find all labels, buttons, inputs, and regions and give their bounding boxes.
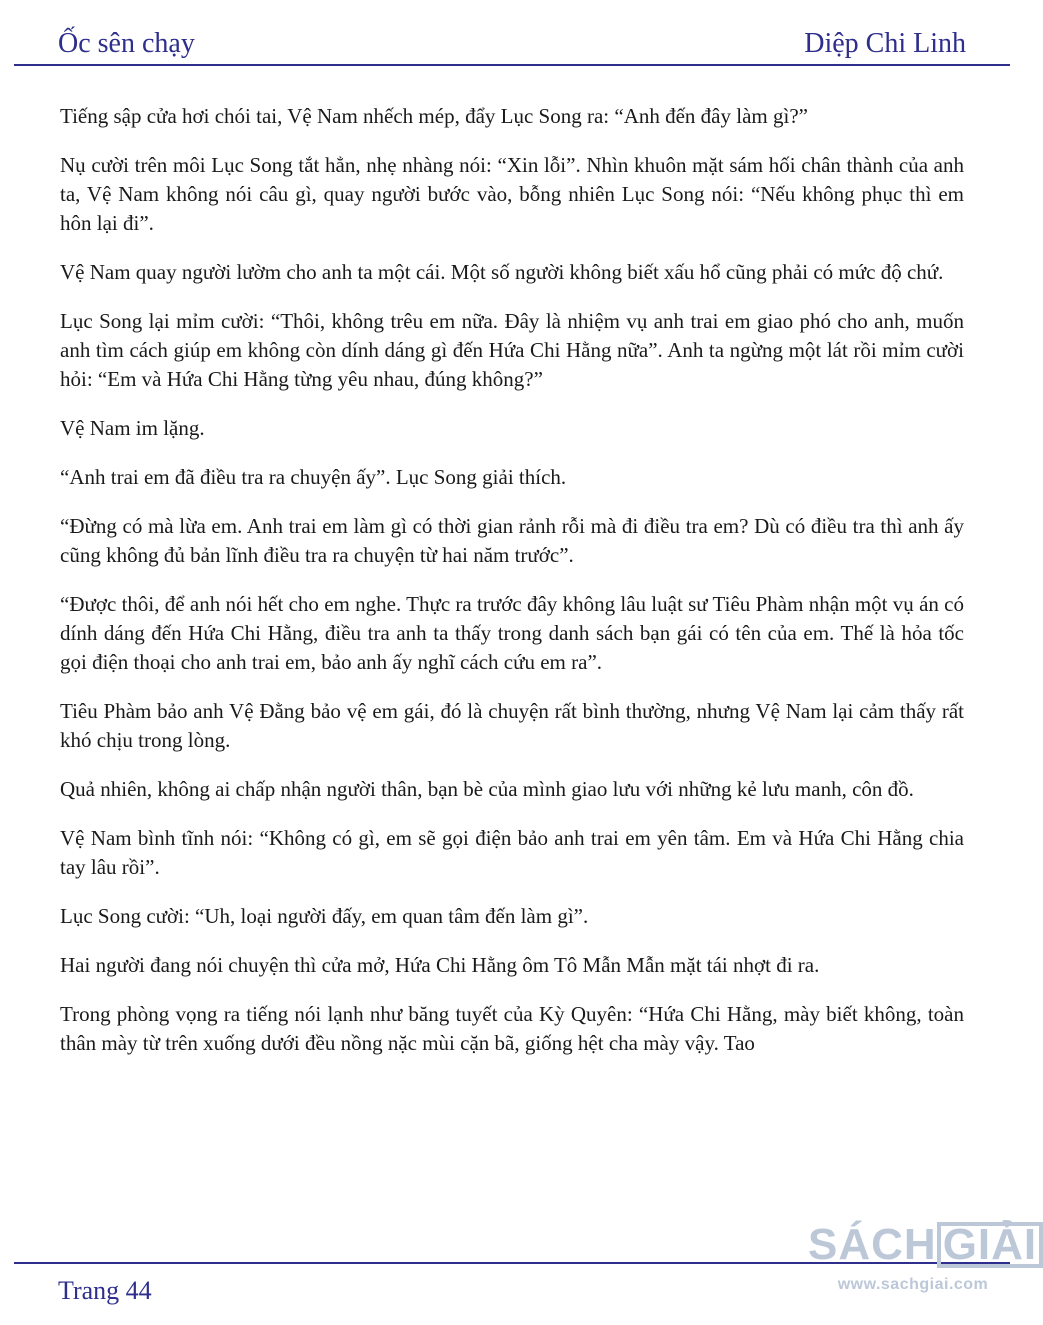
paragraph: Quả nhiên, không ai chấp nhận người thân, bạn bè của mình giao lưu với những kẻ lưu manh, côn đồ. <box>60 777 914 801</box>
paragraph: Hai người đang nói chuyện thì cửa mở, Hứa Chi Hằng ôm Tô Mẫn Mẫn mặt tái nhợt đi ra. <box>60 953 820 977</box>
paragraph: Vệ Nam quay người lườm cho anh ta một cái. Một số người không biết xấu hổ cũng phải có mức độ chứ. <box>60 260 944 284</box>
paragraph: Trong phòng vọng ra tiếng nói lạnh như băng tuyết của Kỳ Quyên: “Hứa Chi Hằng, mày biết không, toàn thân mày từ trên xuống dưới đều nồng nặc mùi cặn bã, giống hệt cha mày vậy. Tao <box>60 1002 964 1055</box>
watermark-logo-part2: GIẢI <box>937 1222 1043 1268</box>
book-title: Ốc sên chạy <box>58 28 195 59</box>
watermark-logo-part1: SÁCH <box>808 1220 937 1269</box>
author-name: Diệp Chi Linh <box>804 28 966 59</box>
paragraph: Nụ cười trên môi Lục Song tắt hẳn, nhẹ nhàng nói: “Xin lỗi”. Nhìn khuôn mặt sám hối chân thành của anh ta, Vệ Nam không nói câu gì, quay người bước vào, bỗng nhiên Lục Song nói: “Nếu không phục thì em hôn lại đi”. <box>60 153 964 235</box>
paragraph: Lục Song lại mỉm cười: “Thôi, không trêu em nữa. Đây là nhiệm vụ anh trai em giao phó cho anh, muốn anh tìm cách giúp em không còn dính dáng gì đến Hứa Chi Hằng nữa”. Anh ta ngừng một lát rồi mỉm cười hỏi: “Em và Hứa Chi Hằng từng yêu nhau, đúng không?” <box>60 309 964 391</box>
paragraph: “Đừng có mà lừa em. Anh trai em làm gì có thời gian rảnh rỗi mà đi điều tra em? Dù có điều tra thì anh ấy cũng không đủ bản lĩnh điều tra ra chuyện từ hai năm trước”. <box>60 514 964 567</box>
paragraph: Tiêu Phàm bảo anh Vệ Đằng bảo vệ em gái, đó là chuyện rất bình thường, nhưng Vệ Nam lại cảm thấy rất khó chịu trong lòng. <box>60 699 964 752</box>
paragraph: Tiếng sập cửa hơi chói tai, Vệ Nam nhếch mép, đẩy Lục Song ra: “Anh đến đây làm gì?” <box>60 104 808 128</box>
page-number: Trang 44 <box>58 1276 152 1305</box>
page-header <box>58 24 966 64</box>
paragraph: Vệ Nam im lặng. <box>60 416 205 440</box>
page-body <box>60 102 964 1078</box>
paragraph: “Được thôi, để anh nói hết cho em nghe. Thực ra trước đây không lâu luật sư Tiêu Phàm nhận một vụ án có dính dáng đến Hứa Chi Hằng, điều tra anh ta thấy trong danh sách bạn gái có tên của em. Thế là hỏa tốc gọi điện thoại cho anh trai em, bảo anh ấy nghĩ cách cứu em ra”. <box>60 592 964 674</box>
header-divider <box>14 64 1010 66</box>
paragraph: “Anh trai em đã điều tra ra chuyện ấy”. Lục Song giải thích. <box>60 465 567 489</box>
watermark-logo-text <box>808 1220 1038 1269</box>
paragraph: Lục Song cười: “Uh, loại người đấy, em quan tâm đến làm gì”. <box>60 904 589 928</box>
watermark-url: www.sachgiai.com <box>837 1276 989 1293</box>
paragraph: Vệ Nam bình tĩnh nói: “Không có gì, em sẽ gọi điện bảo anh trai em yên tâm. Em và Hứa Chi Hằng chia tay lâu rồi”. <box>60 826 964 879</box>
watermark-logo <box>808 1220 1038 1294</box>
